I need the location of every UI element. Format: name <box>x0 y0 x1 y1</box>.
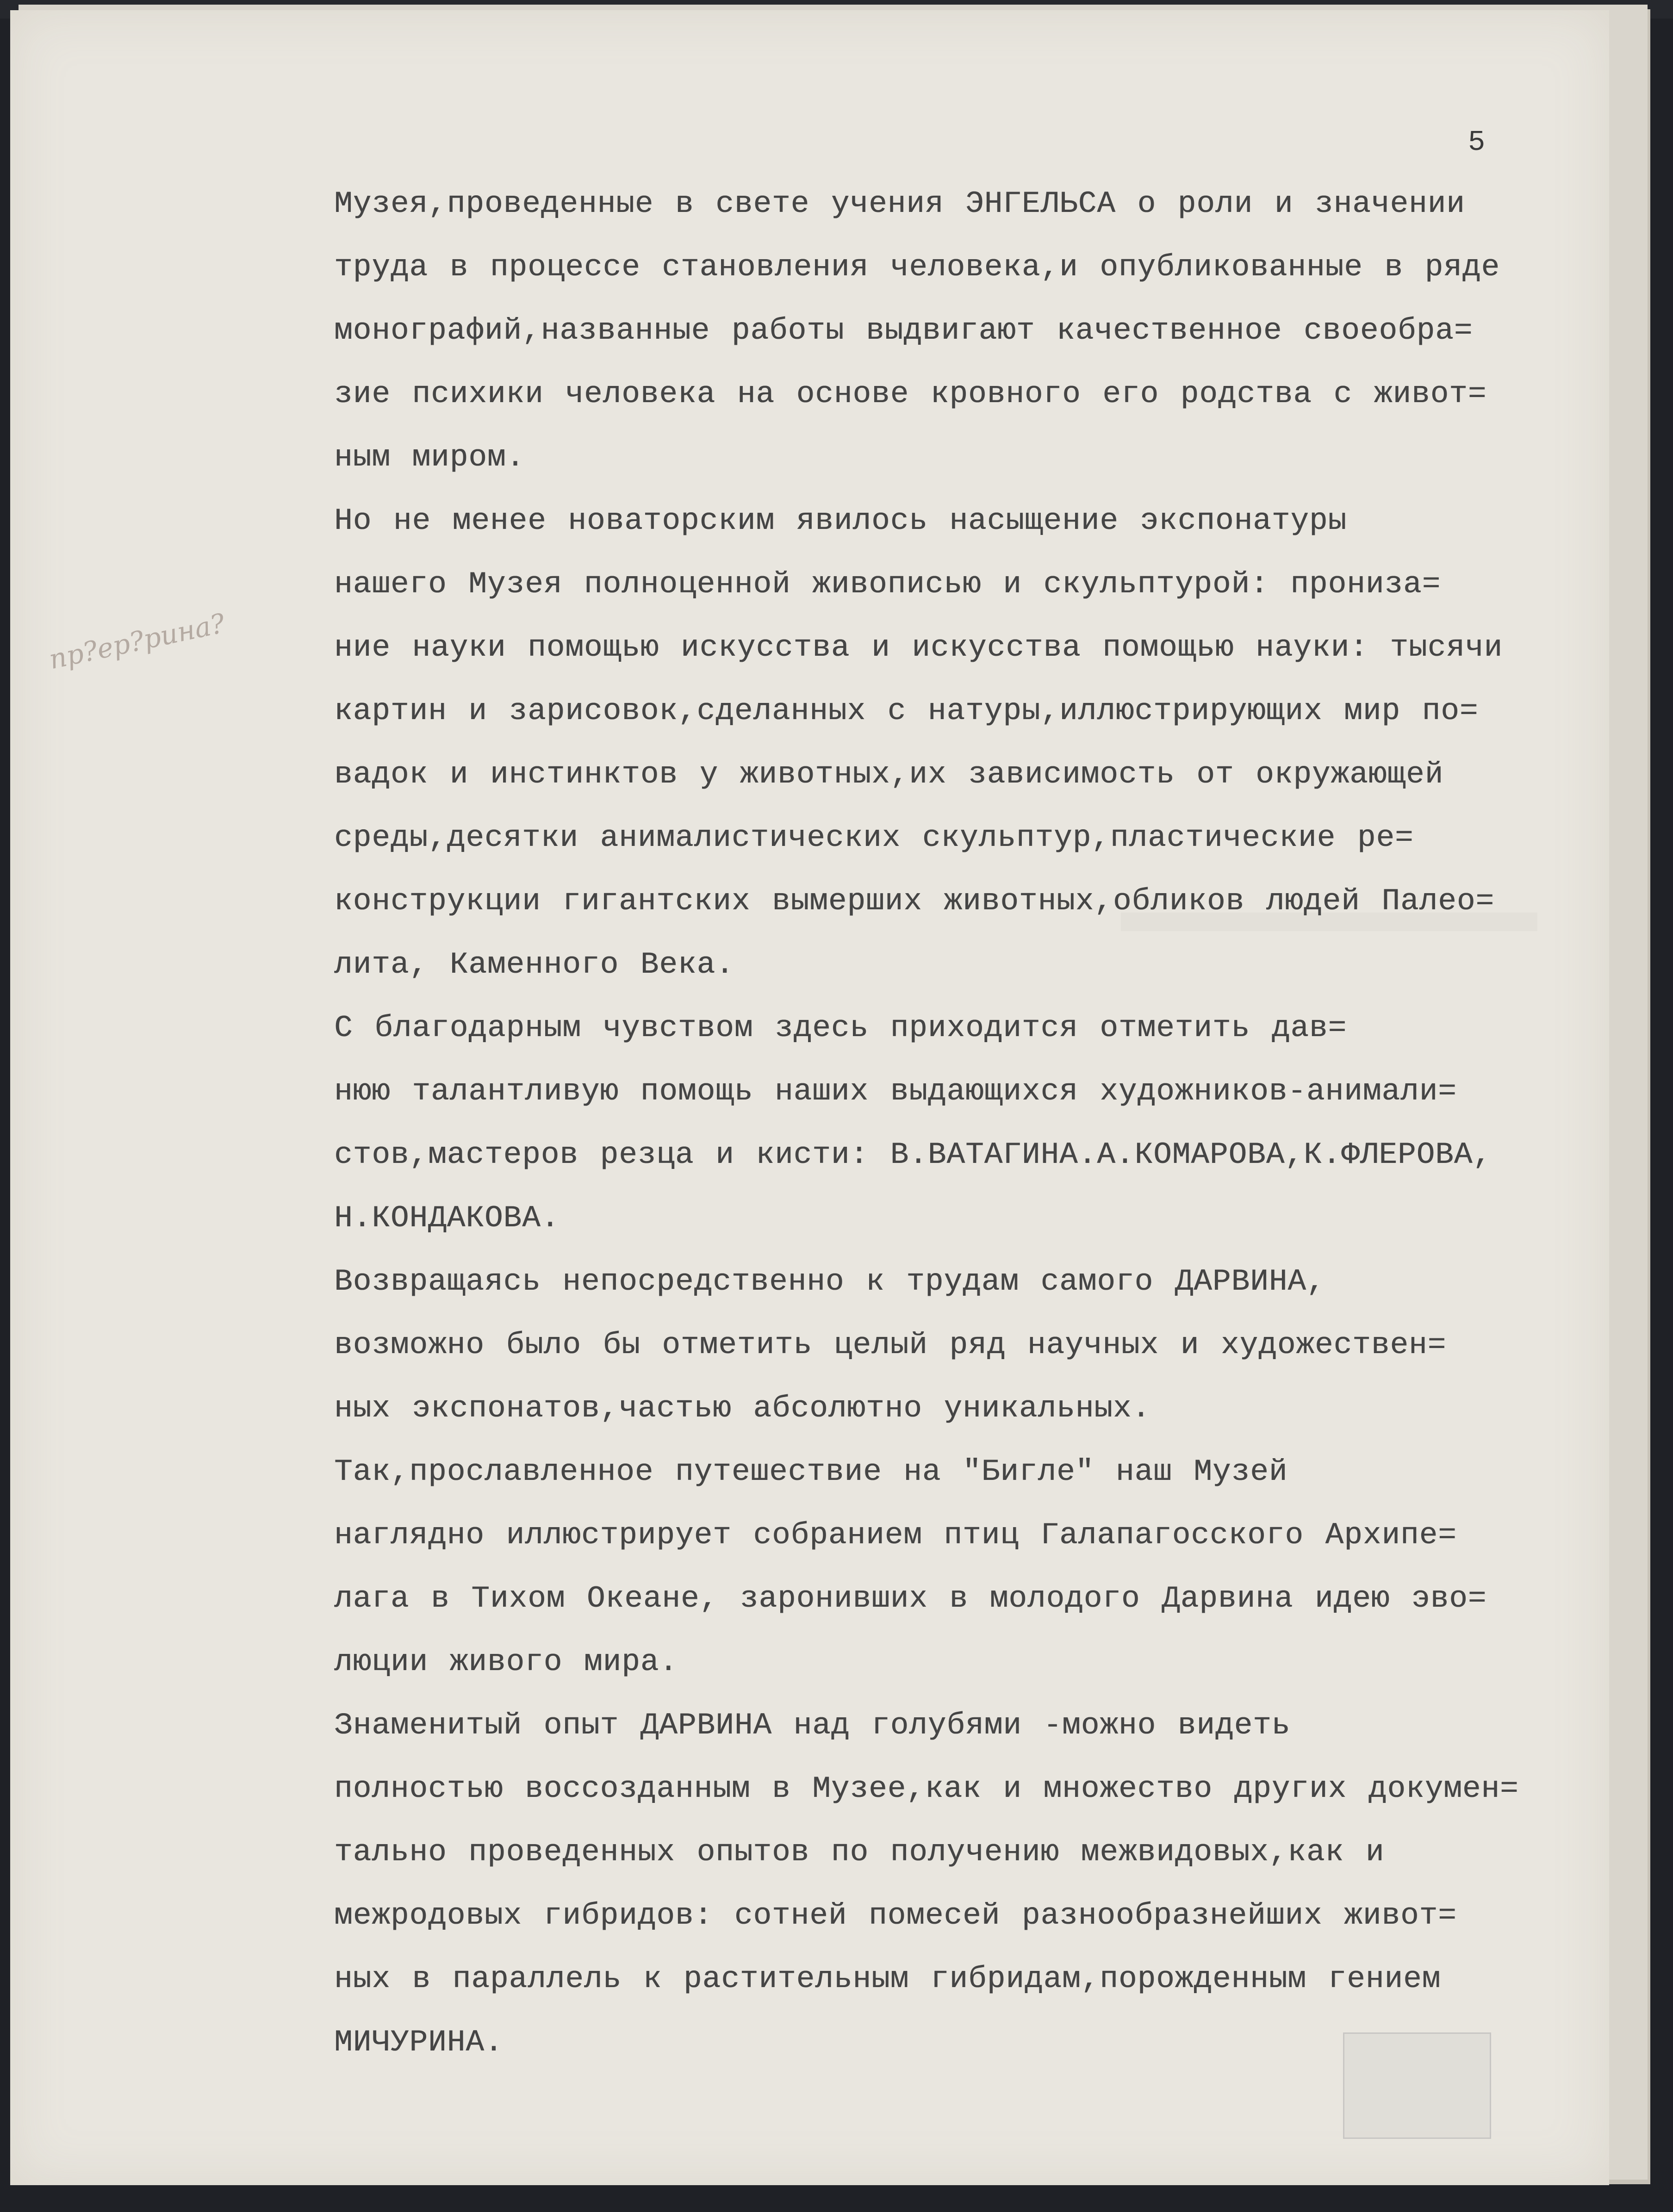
text-line: Так,прославленное путешествие на "Бигле" наш Музей <box>334 1454 1288 1489</box>
text-line: ных экспонатов,частью абсолютно уникальных. <box>334 1391 1151 1426</box>
text-line: полностью воссозданным в Музее,как и множество других докумен= <box>334 1771 1519 1806</box>
text-line: ным миром. <box>334 440 525 475</box>
typed-text-block <box>334 172 1611 2074</box>
text-line: ние науки помощью искусства и искусства помощью науки: тысячи <box>334 630 1503 665</box>
text-line: стов,мастеров резца и кисти: В.ВАТАГИНА.А.КОМАРОВА,К.ФЛЕРОВА, <box>334 1137 1492 1172</box>
text-line: труда в процессе становления человека,и опубликованные в ряде <box>334 250 1500 285</box>
text-line: МИЧУРИНА. <box>334 2025 504 2060</box>
text-line: возможно было бы отметить целый ряд научных и художествен= <box>334 1328 1447 1362</box>
page-number: 5 <box>1468 126 1486 159</box>
library-stamp <box>1343 2032 1491 2139</box>
text-line: межродовых гибридов: сотней помесей разнообразнейших живот= <box>334 1898 1457 1933</box>
text-line: вадок и инстинктов у животных,их зависимость от окружающей <box>334 757 1444 792</box>
text-line: нюю талантливую помощь наших выдающихся художников-анимали= <box>334 1074 1457 1109</box>
text-line: среды,десятки анималистических скульптур,пластические ре= <box>334 820 1414 855</box>
text-line: тально проведенных опытов по получению межвидовых,как и <box>334 1835 1385 1870</box>
text-line: наглядно иллюстрирует собранием птиц Галапагосского Архипе= <box>334 1518 1457 1553</box>
text-line: ных в параллель к растительным гибридам,порожденным гением <box>334 1962 1441 1996</box>
text-line: Возвращаясь непосредственно к трудам самого ДАРВИНА, <box>334 1264 1325 1299</box>
text-line: люции живого мира. <box>334 1645 678 1679</box>
text-line: Н.КОНДАКОВА. <box>334 1201 560 1236</box>
text-line: конструкции гигантских вымерших животных,обликов людей Палео= <box>334 884 1494 919</box>
text-line: картин и зарисовок,сделанных с натуры,иллюстрирующих мир по= <box>334 694 1479 728</box>
text-line: лага в Тихом Океане, заронивших в молодого Дарвина идею эво= <box>334 1581 1487 1616</box>
handwritten-margin-note: пр?ер?рина? <box>46 607 228 676</box>
text-line: Но не менее новаторским явилось насыщение экспонатуры <box>334 503 1347 538</box>
text-line: Музея,проведенные в свете учения ЭНГЕЛЬСА о роли и значении <box>334 186 1465 221</box>
text-line: нашего Музея полноценной живописью и скульптурой: прониза= <box>334 567 1441 602</box>
text-line: лита, Каменного Века. <box>334 947 734 982</box>
text-line: С благодарным чувством здесь приходится отметить дав= <box>334 1011 1347 1045</box>
text-line: зие психики человека на основе кровного его родства с живот= <box>334 377 1487 411</box>
text-line: монографий,названные работы выдвигают качественное своеобра= <box>334 313 1473 348</box>
text-line: Знаменитый опыт ДАРВИНА над голубями -можно видеть <box>334 1708 1291 1743</box>
document-page <box>10 10 1609 2185</box>
